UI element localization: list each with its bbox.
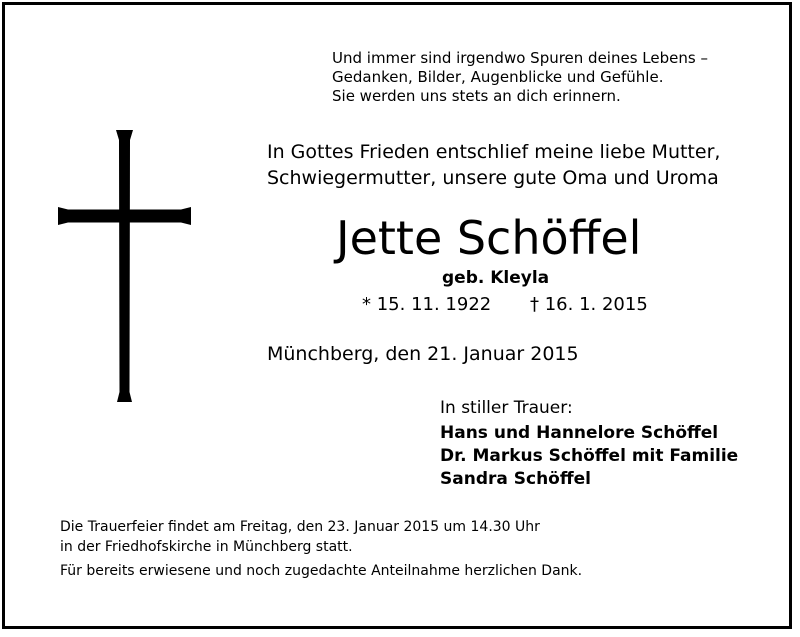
intro-text bbox=[267, 139, 720, 191]
verse bbox=[332, 49, 708, 106]
mourner: Hans und Hannelore Schöffel bbox=[440, 423, 719, 443]
cross-vertical-beam bbox=[116, 130, 133, 402]
thanks-text: Für bereits erwiesene und noch zugedachte Anteilnahme herzlichen Dank. bbox=[60, 563, 583, 579]
birth-date: * 15. 11. 1922 bbox=[362, 294, 492, 315]
cross-horizontal-beam bbox=[58, 207, 191, 225]
intro-line: In Gottes Frieden entschlief meine liebe Mutter, bbox=[267, 141, 721, 163]
intro-line: Schwiegermutter, unsere gute Oma und Uroma bbox=[267, 167, 719, 189]
funeral-info bbox=[60, 517, 540, 557]
death-date: † 16. 1. 2015 bbox=[530, 294, 648, 315]
mourning-heading: In stiller Trauer: bbox=[440, 398, 573, 418]
mourner: Sandra Schöffel bbox=[440, 469, 591, 489]
maiden-name: geb. Kleyla bbox=[442, 268, 550, 288]
deceased-name: Jette Schöffel bbox=[336, 211, 642, 265]
funeral-line: Die Trauerfeier findet am Freitag, den 23. Januar 2015 um 14.30 Uhr bbox=[60, 519, 540, 535]
mourners-list bbox=[440, 422, 738, 491]
verse-line: Gedanken, Bilder, Augenblicke und Gefühle. bbox=[332, 68, 664, 86]
mourner: Dr. Markus Schöffel mit Familie bbox=[440, 446, 739, 466]
verse-line: Und immer sind irgendwo Spuren deines Lebens – bbox=[332, 49, 708, 67]
place-date: Münchberg, den 21. Januar 2015 bbox=[267, 343, 579, 365]
verse-line: Sie werden uns stets an dich erinnern. bbox=[332, 87, 621, 105]
funeral-line: in der Friedhofskirche in Münchberg statt. bbox=[60, 539, 353, 555]
latin-cross-icon bbox=[58, 130, 191, 402]
